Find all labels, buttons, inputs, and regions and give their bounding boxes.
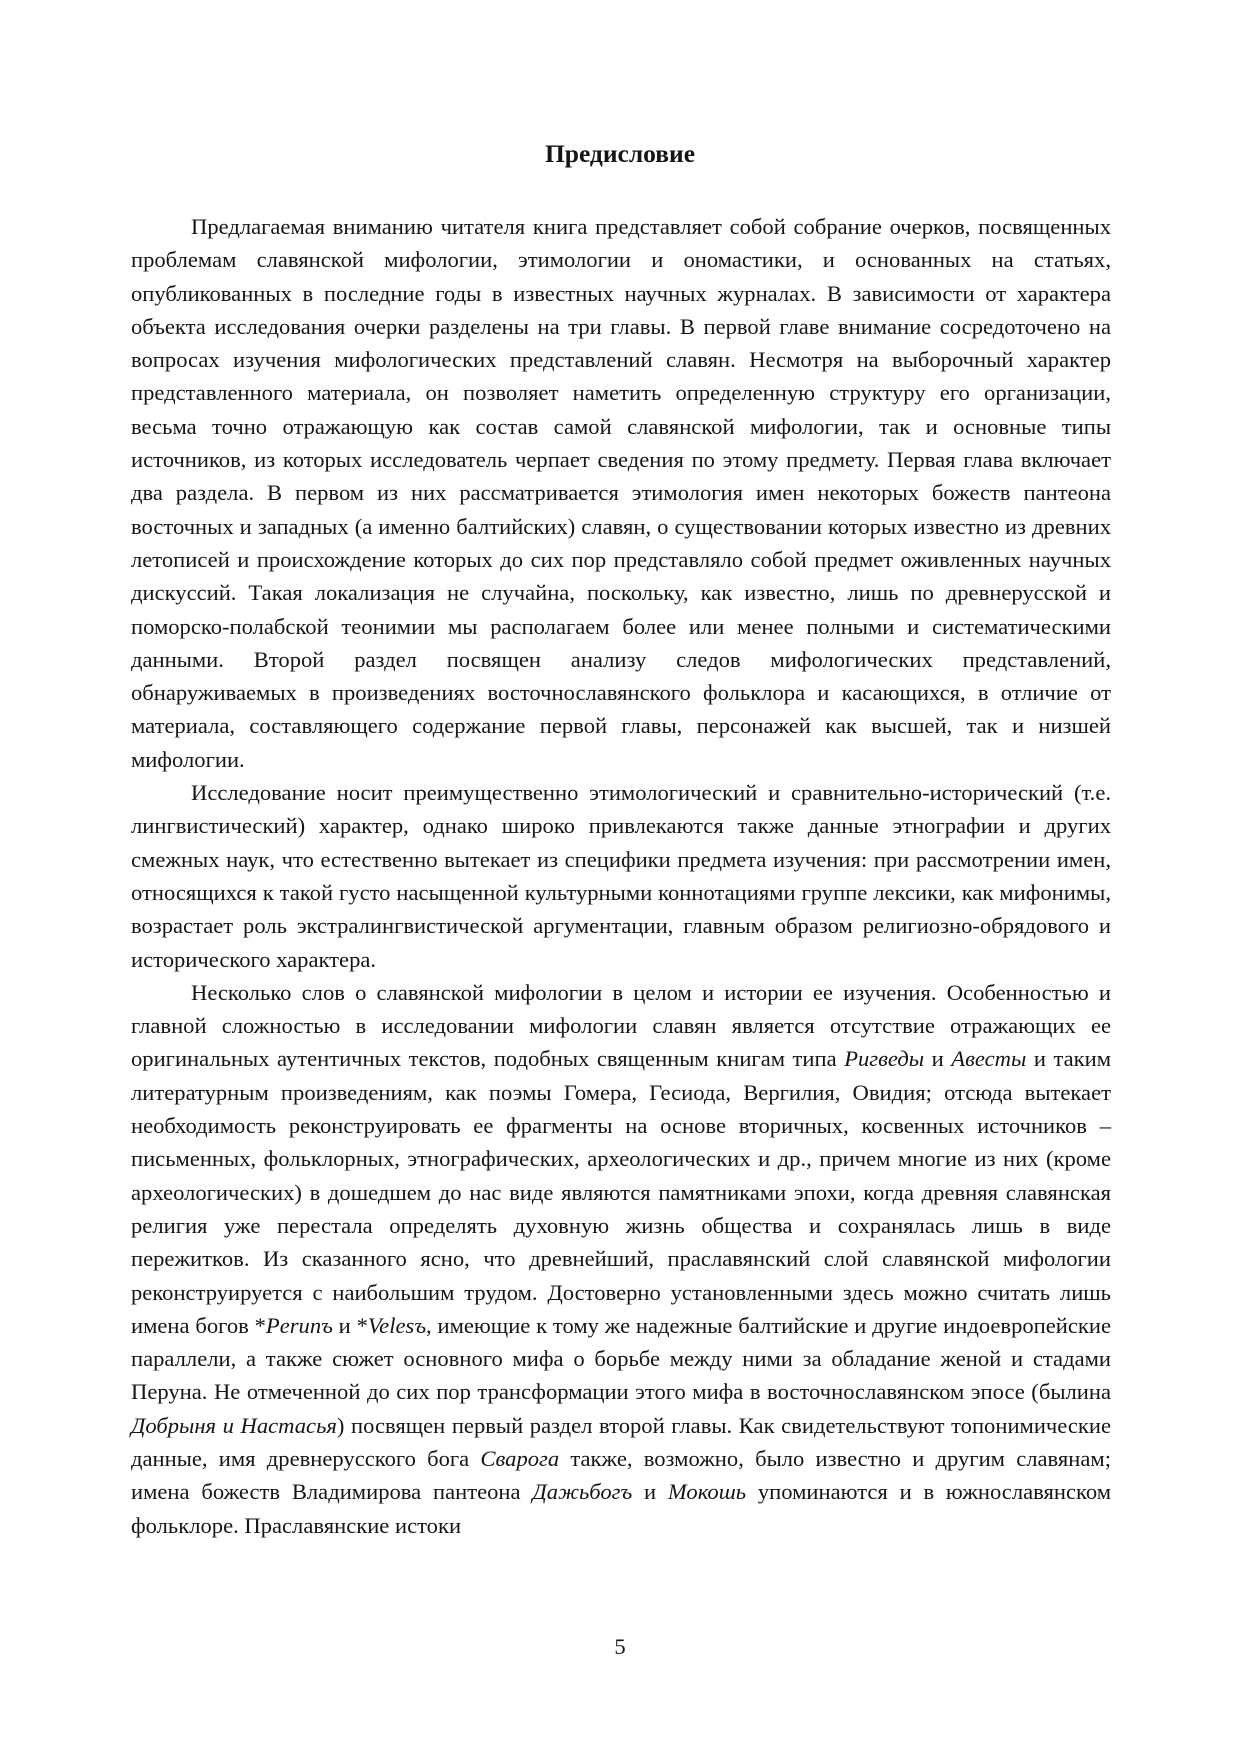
italic-term: Velesъ	[367, 1312, 427, 1338]
page-number: 5	[614, 1634, 626, 1659]
text-run: Несколько слов о славянской мифологии в целом и истории ее изучения. Особенностью и главной сложностью в исследовании мифологии славян является отсутствие отражающих ее оригинальных аутентичных текстов, подобных священным книгам типа	[131, 979, 1111, 1072]
italic-term: Perunъ	[265, 1312, 333, 1338]
italic-term: Сварога	[480, 1445, 560, 1471]
paragraph	[131, 776, 1111, 976]
text-run: ) посвящен первый раздел второй главы. Как свидетельствуют топонимические данные, имя древнерусского бога	[131, 1412, 1112, 1471]
text-run: также, возможно, было известно и другим славянам; имена божеств Владимирова пантеона	[131, 1445, 1111, 1505]
paragraph	[131, 976, 1111, 1542]
italic-term: Дажьбогъ	[532, 1479, 633, 1505]
text-run: , имеющие к тому же надежные балтийские и другие индоевропейские параллели, а также сюжет основного мифа о борьбе между ними за обладание женой и стадами Перуна. Не отмеченной до сих пор трансформации этого мифа в восточнославянском эпосе (былина	[131, 1312, 1112, 1405]
italic-term: Добрыня и Настасья	[131, 1412, 337, 1438]
italic-term: Ригведы	[844, 1046, 925, 1072]
text-run: Исследование носит преимущественно этимологический и сравнительно-исторический (т.е. лингвистический) характер, однако широко привлекаются также данные этнографии и других смежных наук, что естественно вытекает из специфики предмета изучения: при рассмотрении имен, относящихся к такой густо насыщенной культурными коннотациями группе лексики, как мифонимы, возрастает роль экстралингвистической аргументации, главным образом религиозно-обрядового и исторического характера.	[131, 780, 1111, 972]
text-run: и	[924, 1046, 952, 1072]
text-run: и	[632, 1479, 668, 1505]
paragraph	[131, 210, 1111, 776]
text-run: и таким литературным произведениям, как поэмы Гомера, Гесиода, Вергилия, Овидия; отсюда вытекает необходимость реконструировать ее фрагменты на основе вторичных, косвенных источников – письменных, фольклорных, этнографических, археологических и др., причем многие из них (кроме археологических) в дошедшем до нас виде являются памятниками эпохи, когда древняя славянская религия уже перестала определять духовную жизнь общества и сохранялась лишь в виде пережитков. Из сказанного ясно, что древнейший, праславянский слой славянской мифологии реконструируется с наибольшим трудом. Достоверно установленными здесь можно считать лишь имена богов *	[131, 1046, 1111, 1338]
body-text	[131, 210, 1111, 1542]
page-title: Предисловие	[544, 139, 696, 168]
italic-term: Авесты	[951, 1046, 1027, 1072]
text-run: Предлагаемая вниманию читателя книга представляет собой собрание очерков, посвященных проблемам славянской мифологии, этимологии и ономастики, и основанных на статьях, опубликованных в последние годы в известных научных журналах. В зависимости от характера объекта исследования очерки разделены на три главы. В первой главе внимание сосредоточено на вопросах изучения мифологических представлений славян. Несмотря на выборочный характер представленного материала, он позволяет наметить определенную структуру его организации, весьма точно отражающую как состав самой славянской мифологии, так и основные типы источников, из которых исследователь черпает сведения по этому предмету. Первая глава включает два раздела. В первом из них рассматривается этимология имен некоторых божеств пантеона восточных и западных (а именно балтийских) славян, о существовании которых известно из древних летописей и происхождение которых до сих пор представляло собой предмет оживленных научных дискуссий. Такая локализация не случайна, поскольку, как известно, лишь по древнерусской и поморско-полабской теонимии мы располагаем более или менее полными и систематическими данными. Второй раздел посвящен анализу следов мифологических представлений, обнаруживаемых в произведениях восточнославянского фольклора и касающихся, в отличие от материала, составляющего содержание первой главы, персонажей как высшей, так и низшей мифологии.	[131, 214, 1111, 772]
text-run: упоминаются и в южнославянском фольклоре. Праславянские истоки	[131, 1479, 1112, 1538]
text-run: и *	[332, 1312, 368, 1338]
italic-term: Мокошь	[667, 1479, 747, 1505]
